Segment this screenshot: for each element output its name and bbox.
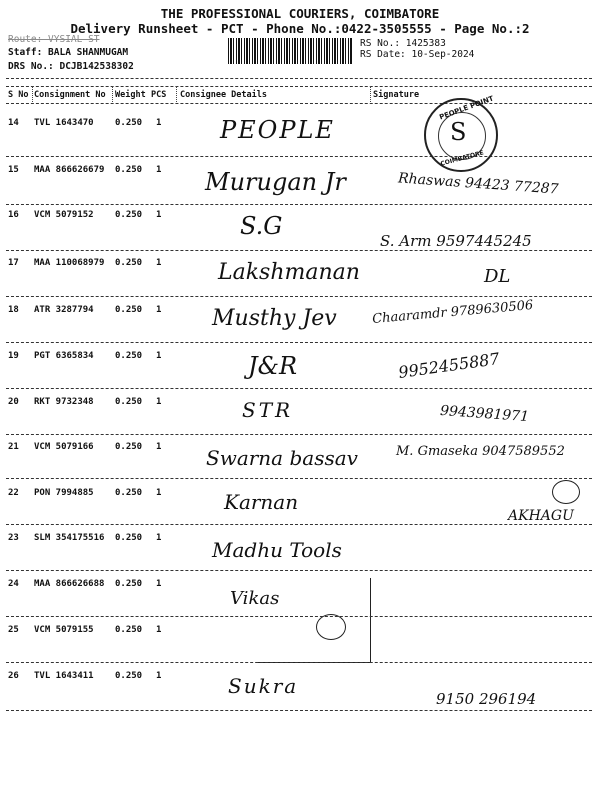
stamp-top-text: PEOPLE POINT bbox=[438, 94, 495, 122]
row-weight: 0.250 bbox=[115, 397, 143, 407]
row-consignment: MAA 866626688 bbox=[34, 579, 105, 589]
row-divider bbox=[6, 250, 592, 251]
title-line-1: THE PROFESSIONAL COURIERS, COIMBATORE bbox=[160, 6, 440, 21]
row-signature: 9952455887 bbox=[397, 349, 501, 382]
col-header-weight: Weight bbox=[115, 90, 146, 100]
row-pcs: 1 bbox=[156, 397, 162, 407]
row-consignment: ATR 3287794 bbox=[34, 305, 94, 315]
row-sno: 14 bbox=[8, 118, 19, 128]
row-consignee-handwritten: Karnan bbox=[224, 490, 299, 514]
col-header-consignment: Consignment No bbox=[34, 90, 106, 100]
row-pcs: 1 bbox=[156, 488, 162, 498]
row-divider bbox=[6, 710, 592, 711]
row-divider bbox=[6, 662, 592, 663]
ink-circle bbox=[316, 614, 346, 640]
row-signature: M. Gmaseka 9047589552 bbox=[396, 444, 565, 459]
stamp-bottom-text: COIMBATORE bbox=[439, 149, 485, 168]
row-signature: AKHAGU bbox=[508, 508, 574, 524]
rs-date: RS Date: 10-Sep-2024 bbox=[360, 49, 475, 60]
row-sno: 15 bbox=[8, 165, 19, 175]
row-consignment: RKT 9732348 bbox=[34, 397, 94, 407]
row-signature: Chaaramdr 9789630506 bbox=[371, 297, 534, 328]
col-header-consignee: Consignee Details bbox=[180, 90, 267, 100]
table-top-border bbox=[6, 86, 592, 87]
row-signature: S. Arm 9597445245 bbox=[380, 232, 532, 250]
row-divider bbox=[6, 342, 592, 343]
row-pcs: 1 bbox=[156, 533, 162, 543]
row-consignee-handwritten: Swarna bassav bbox=[206, 446, 358, 470]
row-pcs: 1 bbox=[156, 165, 162, 175]
row-divider bbox=[6, 616, 592, 617]
row-consignee-handwritten: J&R bbox=[248, 352, 298, 380]
barcode bbox=[228, 38, 352, 64]
row-weight: 0.250 bbox=[115, 210, 143, 220]
row-divider bbox=[6, 296, 592, 297]
row-pcs: 1 bbox=[156, 210, 162, 220]
table-header-border bbox=[6, 103, 592, 104]
staff-label: Staff: BALA SHANMUGAM bbox=[8, 47, 129, 58]
row-signature: Rhaswas 94423 77287 bbox=[397, 170, 559, 198]
row-pcs: 1 bbox=[156, 625, 162, 635]
row-consignee-handwritten: Musthy Jev bbox=[212, 306, 337, 331]
row-consignee-handwritten: Vikas bbox=[230, 588, 280, 609]
title-line-2: Delivery Runsheet - PCT - Phone No.:0422-3505555 - Page No.:2 bbox=[70, 21, 530, 36]
column-divider bbox=[32, 86, 33, 102]
row-sno: 21 bbox=[8, 442, 19, 452]
row-weight: 0.250 bbox=[115, 118, 143, 128]
row-sno: 20 bbox=[8, 397, 19, 407]
row-pcs: 1 bbox=[156, 258, 162, 268]
row-divider bbox=[6, 434, 592, 435]
row-sno: 26 bbox=[8, 671, 19, 681]
row-pcs: 1 bbox=[156, 305, 162, 315]
row-consignee-handwritten: S.G bbox=[240, 212, 283, 240]
row-consignment: TVL 1643470 bbox=[34, 118, 94, 128]
row-weight: 0.250 bbox=[115, 488, 143, 498]
row-divider bbox=[6, 204, 592, 205]
row-weight: 0.250 bbox=[115, 442, 143, 452]
row-divider bbox=[6, 570, 592, 571]
column-divider bbox=[176, 86, 177, 102]
row-weight: 0.250 bbox=[115, 258, 143, 268]
people-point-stamp bbox=[424, 94, 498, 172]
row-weight: 0.250 bbox=[115, 533, 143, 543]
row-sno: 22 bbox=[8, 488, 19, 498]
column-divider bbox=[370, 86, 371, 102]
row-consignment: PGT 6365834 bbox=[34, 351, 94, 361]
row-signature: DL bbox=[484, 266, 511, 287]
row-divider bbox=[6, 388, 592, 389]
row-weight: 0.250 bbox=[115, 625, 143, 635]
row-sno: 19 bbox=[8, 351, 19, 361]
row-consignment: MAA 866626679 bbox=[34, 165, 105, 175]
row-pcs: 1 bbox=[156, 351, 162, 361]
col-header-pcs: PCS bbox=[151, 90, 167, 100]
row-sno: 25 bbox=[8, 625, 19, 635]
row-weight: 0.250 bbox=[115, 351, 143, 361]
row-consignment: PON 7994885 bbox=[34, 488, 94, 498]
row-consignment: VCM 5079155 bbox=[34, 625, 94, 635]
row-sno: 16 bbox=[8, 210, 19, 220]
row-pcs: 1 bbox=[156, 118, 162, 128]
ink-circle bbox=[552, 480, 580, 504]
column-divider bbox=[112, 86, 113, 102]
row-consignee-handwritten: Madhu Tools bbox=[212, 538, 342, 562]
row-consignee-handwritten: Lakshmanan bbox=[218, 260, 360, 285]
rs-number: RS No.: 1425383 bbox=[360, 38, 446, 49]
drs-number: DRS No.: DCJB142538302 bbox=[8, 61, 134, 72]
row-divider bbox=[6, 524, 592, 525]
row-consignee-handwritten: Sukra bbox=[228, 674, 299, 698]
row-consignee-handwritten: Murugan Jr bbox=[205, 168, 346, 196]
col-header-signature: Signature bbox=[373, 90, 420, 100]
row-weight: 0.250 bbox=[115, 671, 143, 681]
row-pcs: 1 bbox=[156, 671, 162, 681]
row-divider bbox=[6, 478, 592, 479]
row-consignment: VCM 5079152 bbox=[34, 210, 94, 220]
row-sno: 24 bbox=[8, 579, 19, 589]
row-weight: 0.250 bbox=[115, 305, 143, 315]
row-signature: 9943981971 bbox=[439, 402, 530, 426]
row-signature: 9150 296194 bbox=[436, 690, 537, 708]
row-consignment: MAA 110068979 bbox=[34, 258, 105, 268]
row-weight: 0.250 bbox=[115, 165, 143, 175]
row-sno: 23 bbox=[8, 533, 19, 543]
row-consignment: TVL 1643411 bbox=[34, 671, 94, 681]
stamp-logo-icon: S bbox=[450, 118, 467, 146]
row-sno: 18 bbox=[8, 305, 19, 315]
row-consignee-handwritten: STR bbox=[242, 398, 294, 422]
route-label: Route: VYSIAL ST bbox=[8, 34, 100, 45]
row-divider bbox=[6, 156, 592, 157]
row-pcs: 1 bbox=[156, 579, 162, 589]
row-consignment: VCM 5079166 bbox=[34, 442, 94, 452]
row-weight: 0.250 bbox=[115, 579, 143, 589]
header-divider bbox=[6, 78, 592, 79]
row-sno: 17 bbox=[8, 258, 19, 268]
row-pcs: 1 bbox=[156, 442, 162, 452]
row-consignee-handwritten: PEOPLE bbox=[220, 116, 335, 144]
col-header-sno: S No bbox=[8, 90, 29, 100]
hand-drawn-box bbox=[258, 578, 371, 663]
row-consignment: SLM 354175516 bbox=[34, 533, 105, 543]
